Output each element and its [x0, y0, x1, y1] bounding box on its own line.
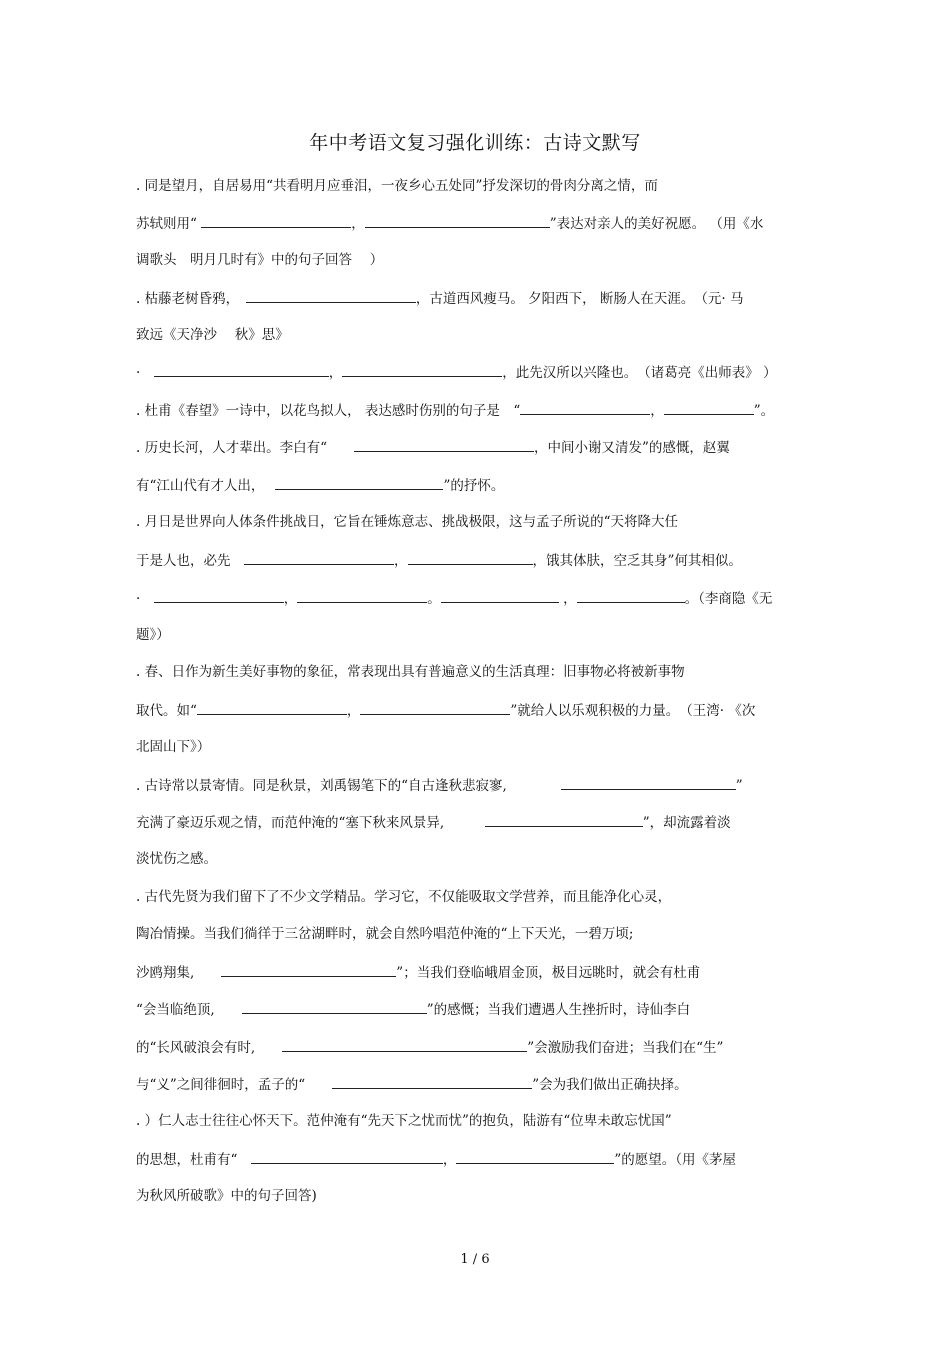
text-line	[136, 999, 690, 1020]
text-line	[136, 662, 685, 682]
line-text: ，	[346, 703, 361, 719]
answer-blank[interactable]	[221, 962, 396, 977]
line-text: 充满了豪迈乐观之情，而范仲淹的“塞下秋来风景异,	[136, 815, 485, 831]
text-line	[136, 887, 671, 907]
line-text: 的“长风破浪会有时,	[136, 1040, 283, 1056]
text-line	[136, 962, 700, 983]
text-line	[136, 1074, 688, 1095]
line-text: ，	[650, 403, 664, 419]
answer-blank[interactable]	[154, 362, 329, 377]
text-line	[136, 400, 774, 421]
text-line	[136, 176, 658, 196]
line-text: ”；当我们登临峨眉金顶，极目远眺时，就会有杜甫	[396, 965, 701, 981]
line-text: . ）仁人志士往往心怀天下。范仲淹有“先天下之忧而忧”的抱负，陆游有“位卑未敢忘忧国”	[136, 1113, 672, 1129]
line-text: ，古道西风瘦马。 夕阳西下， 断肠人在天涯。 （元· 马	[415, 291, 744, 307]
text-line	[136, 588, 772, 609]
line-text: ”就给人以乐观积极的力量。 （王湾· 《次	[510, 703, 756, 719]
line-text: ，中间小谢又清发”的感慨，赵翼	[533, 440, 730, 456]
line-text: “会当临绝顶,	[136, 1002, 242, 1018]
text-line	[136, 362, 777, 383]
line-text: . 月日是世界向人体条件挑战日，它旨在锤炼意志、挑战极限，这与孟子所说的“天将降大任	[136, 514, 678, 530]
text-line	[136, 1037, 723, 1058]
line-text: ”的感慨；当我们遭遇人生挫折时，诗仙李白	[426, 1002, 691, 1018]
text-line	[136, 325, 289, 345]
text-line	[136, 250, 383, 270]
line-text: ，	[442, 1152, 457, 1168]
line-text: 。（李商隐《无	[684, 591, 773, 607]
line-text: ，	[351, 216, 365, 232]
text-line	[136, 812, 731, 833]
text-line	[136, 700, 755, 721]
answer-blank[interactable]	[154, 588, 284, 603]
answer-blank[interactable]	[297, 588, 427, 603]
text-line	[136, 1111, 672, 1131]
line-text: . 同是望月，自居易用“共看明月应垂泪，一夜乡心五处同”抒发深切的骨肉分离之情，而	[136, 178, 658, 194]
line-text: ”。	[753, 403, 775, 419]
page-number: 1 / 6	[460, 1252, 490, 1267]
answer-blank[interactable]	[246, 288, 416, 303]
line-text: ，	[328, 365, 343, 381]
text-line	[136, 512, 678, 532]
answer-blank[interactable]	[664, 400, 754, 415]
text-line	[136, 849, 217, 869]
line-text: 取代。如“	[136, 703, 197, 719]
text-line	[136, 475, 504, 496]
line-text: . 杜甫《春望》一诗中，以花鸟拟人， 表达感时伤别的句子是 “	[136, 403, 521, 419]
answer-blank[interactable]	[354, 437, 534, 452]
text-line	[136, 288, 744, 309]
line-text: 陶冶情操。当我们徜徉于三岔湖畔时，就会自然吟唱范仲淹的“上下天光，一碧万顷;	[136, 926, 634, 942]
line-text: . 枯藤老树昏鸦，	[136, 291, 246, 307]
text-line	[136, 775, 743, 796]
line-text: ，	[394, 553, 408, 569]
line-text: ”	[735, 778, 743, 794]
line-text: 致远《天净沙 秋》思》	[136, 327, 289, 343]
line-text: 淡忧伤之感。	[136, 851, 217, 867]
line-text: ”表达对亲人的美好祝愿。 （用《水	[549, 216, 764, 232]
line-text: 北固山下》）	[136, 739, 211, 755]
line-text: . 古代先贤为我们留下了不少文学精品。学习它，不仅能吸取文学营养，而且能净化心灵，	[136, 889, 672, 905]
line-text: 沙鸥翔集,	[136, 965, 222, 981]
answer-blank[interactable]	[365, 213, 550, 228]
line-text: 苏轼则用“	[136, 216, 202, 232]
answer-blank[interactable]	[282, 1037, 527, 1052]
page-title: 年中考语文复习强化训练：古诗文默写	[309, 132, 641, 154]
answer-blank[interactable]	[244, 550, 394, 565]
line-text: . 历史长河，人才辈出。李白有“	[136, 440, 354, 456]
text-line	[136, 437, 730, 458]
line-text: . 古诗常以景寄情。同是秋景，刘禹锡笔下的“自古逢秋悲寂寥,	[136, 778, 561, 794]
line-text: ，	[283, 591, 298, 607]
line-text: 的思想，杜甫有“	[136, 1152, 251, 1168]
line-text: ，	[558, 591, 577, 607]
text-line	[136, 1149, 736, 1170]
answer-blank[interactable]	[520, 400, 650, 415]
line-text: ·	[136, 365, 154, 381]
line-text: ”会激励我们奋进；当我们在“生”	[527, 1040, 724, 1056]
text-line	[136, 1186, 317, 1206]
text-line	[136, 625, 170, 645]
line-text: 与“义”之间徘徊时，孟子的“	[136, 1077, 333, 1093]
answer-blank[interactable]	[561, 775, 736, 790]
answer-blank[interactable]	[441, 588, 559, 603]
answer-blank[interactable]	[577, 588, 685, 603]
answer-blank[interactable]	[242, 999, 427, 1014]
answer-blank[interactable]	[251, 1149, 443, 1164]
answer-blank[interactable]	[201, 213, 351, 228]
line-text: ”的抒怀。	[443, 478, 505, 494]
text-line	[136, 737, 210, 757]
answer-blank[interactable]	[408, 550, 533, 565]
line-text: ”，却流露着淡	[642, 815, 731, 831]
line-text: ”会为我们做出正确抉择。	[532, 1077, 688, 1093]
text-line	[136, 213, 763, 234]
answer-blank[interactable]	[485, 812, 643, 827]
answer-blank[interactable]	[275, 475, 443, 490]
line-text: ·	[136, 591, 154, 607]
answer-blank[interactable]	[342, 362, 502, 377]
answer-blank[interactable]	[360, 700, 510, 715]
line-text: 为秋风所破歌》中的句子回答)	[136, 1188, 317, 1204]
line-text: ，此先汉所以兴隆也。 （诸葛亮《出师表》 ）	[502, 365, 777, 381]
answer-blank[interactable]	[197, 700, 347, 715]
text-line	[136, 924, 633, 944]
line-text: 于是人也，必先	[136, 553, 244, 569]
line-text: 题》）	[136, 627, 170, 643]
text-line	[136, 550, 742, 571]
line-text: 。	[427, 591, 441, 607]
line-text: ，饿其体肤，空乏其身”何其相似。	[532, 553, 742, 569]
line-text: 调歌头 明月几时有》中的句子回答 ）	[136, 252, 384, 268]
line-text: 有“江山代有才人出，	[136, 478, 276, 494]
line-text: . 春、日作为新生美好事物的象征，常表现出具有普遍意义的生活真理：旧事物必将被新事物	[136, 664, 685, 680]
answer-blank[interactable]	[332, 1074, 532, 1089]
line-text: ”的愿望。（用《茅屋	[614, 1152, 737, 1168]
answer-blank[interactable]	[456, 1149, 614, 1164]
